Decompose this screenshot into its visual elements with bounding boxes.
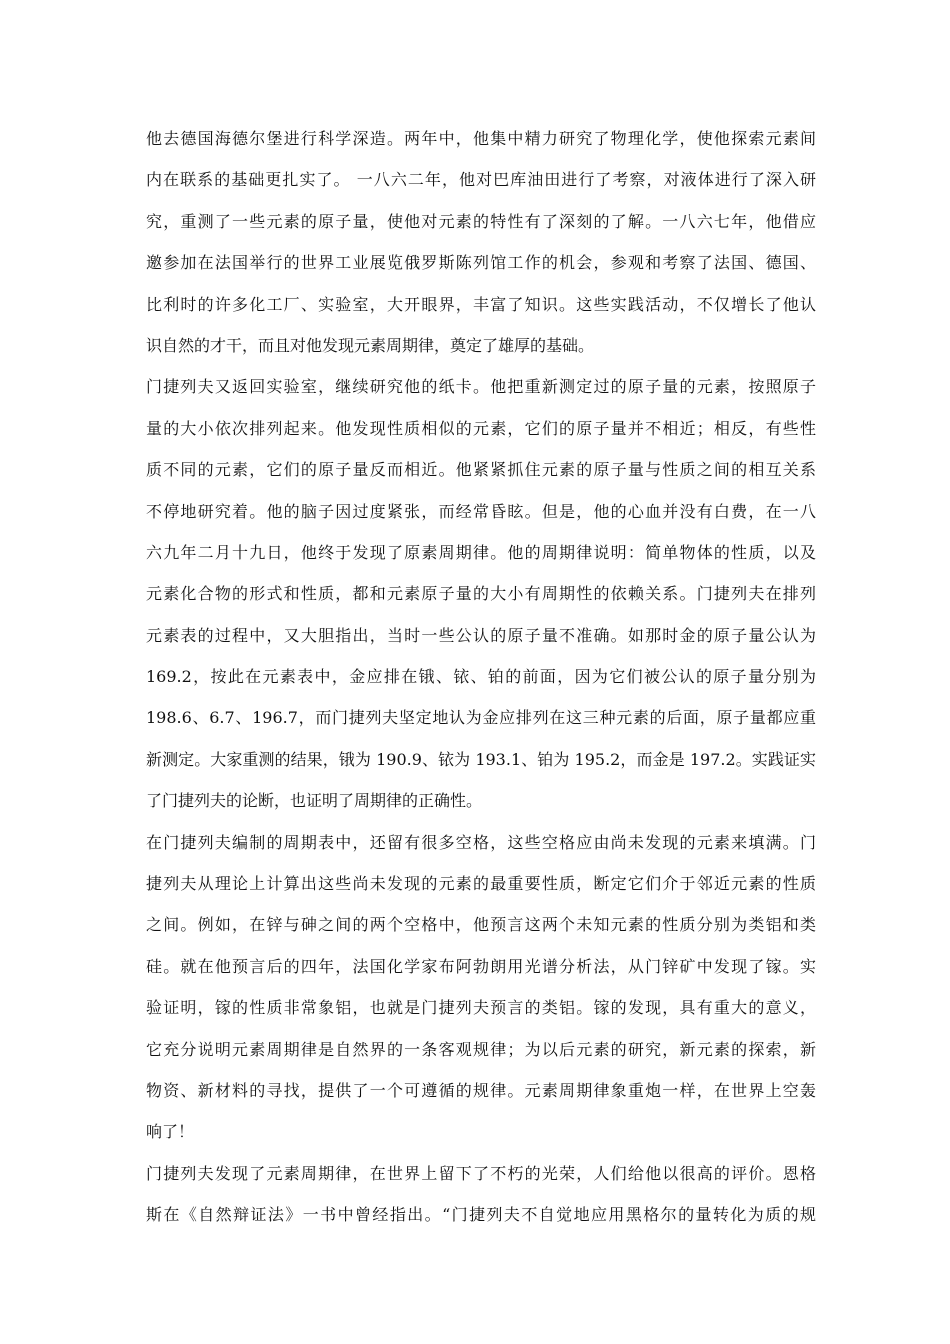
text-line: 捷列夫从理论上计算出这些尚未发现的元素的最重要性质，断定它们介于邻近元素的性质 xyxy=(146,874,816,894)
text-line: 六九年二月十九日，他终于发现了原素周期律。他的周期律说明：简单物体的性质，以及 xyxy=(146,542,816,562)
document-body xyxy=(146,118,816,1236)
text-line: 响了！ xyxy=(146,1122,195,1142)
text-line: 元素表的过程中，又大胆指出，当时一些公认的原子量不准确。如那时金的原子量公认为 xyxy=(146,625,816,645)
text-line: 内在联系的基础更扎实了。 一八六二年，他对巴库油田进行了考察，对液体进行了深入研 xyxy=(146,170,816,190)
paragraph-3 xyxy=(146,822,816,1153)
text-line: 质不同的元素，它们的原子量反而相近。他紧紧抓住元素的原子量与性质之间的相互关系 xyxy=(146,460,816,480)
paragraph-2 xyxy=(146,366,816,821)
text-line: 量的大小依次排列起来。他发现性质相似的元素，它们的原子量并不相近；相反，有些性 xyxy=(146,418,816,438)
text-line: 门捷列夫又返回实验室，继续研究他的纸卡。他把重新测定过的原子量的元素，按照原子 xyxy=(146,377,816,397)
text-line: 在门捷列夫编制的周期表中，还留有很多空格，这些空格应由尚未发现的元素来填满。门 xyxy=(146,832,816,852)
text-line: 了门捷列夫的论断，也证明了周期律的正确性。 xyxy=(146,791,483,811)
paragraph-1 xyxy=(146,118,816,366)
text-line: 新测定。大家重测的结果，锇为 190.9、铱为 193.1、铂为 195.2，而金是 197.2。实践证实 xyxy=(146,749,816,769)
text-line: 他去德国海德尔堡进行科学深造。两年中，他集中精力研究了物理化学，使他探索元素间 xyxy=(146,129,816,148)
text-line: 物资、新材料的寻找，提供了一个可遵循的规律。元素周期律象重炮一样，在世界上空轰 xyxy=(146,1080,816,1100)
text-line: 硅。就在他预言后的四年，法国化学家布阿勃朗用光谱分析法，从门锌矿中发现了镓。实 xyxy=(146,956,816,976)
text-line: 斯在《自然辩证法》一书中曾经指出。“门捷列夫不自觉地应用黑格尔的量转化为质的规 xyxy=(146,1205,816,1225)
text-line: 门捷列夫发现了元素周期律，在世界上留下了不朽的光荣，人们给他以很高的评价。恩格 xyxy=(146,1163,816,1183)
text-line: 不停地研究着。他的脑子因过度紧张，而经常昏眩。但是，他的心血并没有白费，在一八 xyxy=(146,501,816,521)
text-line: 比利时的许多化工厂、实验室，大开眼界，丰富了知识。这些实践活动，不仅增长了他认 xyxy=(146,294,816,314)
text-line: 之间。例如，在锌与砷之间的两个空格中，他预言这两个未知元素的性质分别为类铝和类 xyxy=(146,915,816,935)
paragraph-4 xyxy=(146,1153,816,1236)
text-line: 识自然的才干，而且对他发现元素周期律，奠定了雄厚的基础。 xyxy=(146,335,595,355)
text-line: 它充分说明元素周期律是自然界的一条客观规律；为以后元素的研究，新元素的探索，新 xyxy=(146,1039,816,1059)
text-line: 169.2，按此在元素表中，金应排在锇、铱、铂的前面，因为它们被公认的原子量分别为 xyxy=(146,667,816,687)
text-line: 198.6、6.7、196.7，而门捷列夫坚定地认为金应排列在这三种元素的后面，原子量都应重 xyxy=(146,708,816,728)
text-line: 验证明，镓的性质非常象铝，也就是门捷列夫预言的类铝。镓的发现，具有重大的意义， xyxy=(146,998,816,1018)
text-line: 邀参加在法国举行的世界工业展览俄罗斯陈列馆工作的机会，参观和考察了法国、德国、 xyxy=(146,253,816,273)
text-line: 元素化合物的形式和性质，都和元素原子量的大小有周期性的依赖关系。门捷列夫在排列 xyxy=(146,584,816,604)
text-line: 究，重测了一些元素的原子量，使他对元素的特性有了深刻的了解。一八六七年，他借应 xyxy=(146,211,816,231)
